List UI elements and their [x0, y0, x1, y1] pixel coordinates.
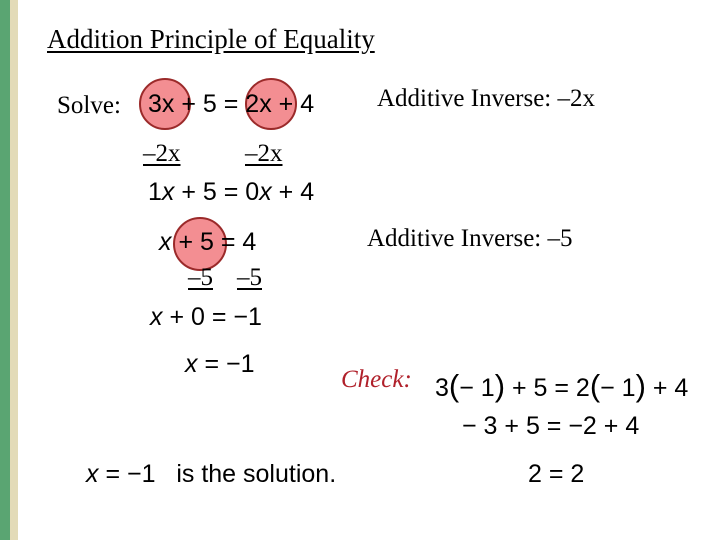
step2-subtract-left: –5 [188, 264, 213, 291]
term-2x: 2x [245, 90, 272, 118]
check-line2: − 3 + 5 = −2 + 4 [462, 412, 640, 440]
solve-label: Solve: [57, 92, 121, 119]
step1-result: 1x + 5 = 0x + 4 [148, 178, 315, 206]
step2-equation: x + 5 = 4 [159, 228, 257, 256]
step1-equation: 3x + 5 = 2x + 4 [148, 90, 315, 118]
term-3x: 3x [148, 90, 175, 118]
step1-subtract-right: –2x [245, 140, 283, 167]
conclusion: x = −1 is the solution. [86, 460, 337, 488]
step2-result: x + 0 = −1 [150, 303, 262, 331]
check-line3: 2 = 2 [528, 460, 585, 488]
left-accent-bar [0, 0, 10, 540]
step1-inverse-label: Additive Inverse: –2x [377, 85, 596, 112]
step1-subtract-left: –2x [143, 140, 181, 167]
check-label: Check: [341, 366, 412, 393]
step2-inverse-label: Additive Inverse: –5 [367, 225, 573, 252]
answer-equation: x = −1 [185, 350, 255, 378]
step2-subtract-right: –5 [237, 264, 262, 291]
check-line1: 3(− 1) + 5 = 2(− 1) + 4 [435, 368, 689, 403]
left-accent-stripe [10, 0, 18, 540]
page-title: Addition Principle of Equality [47, 24, 375, 54]
